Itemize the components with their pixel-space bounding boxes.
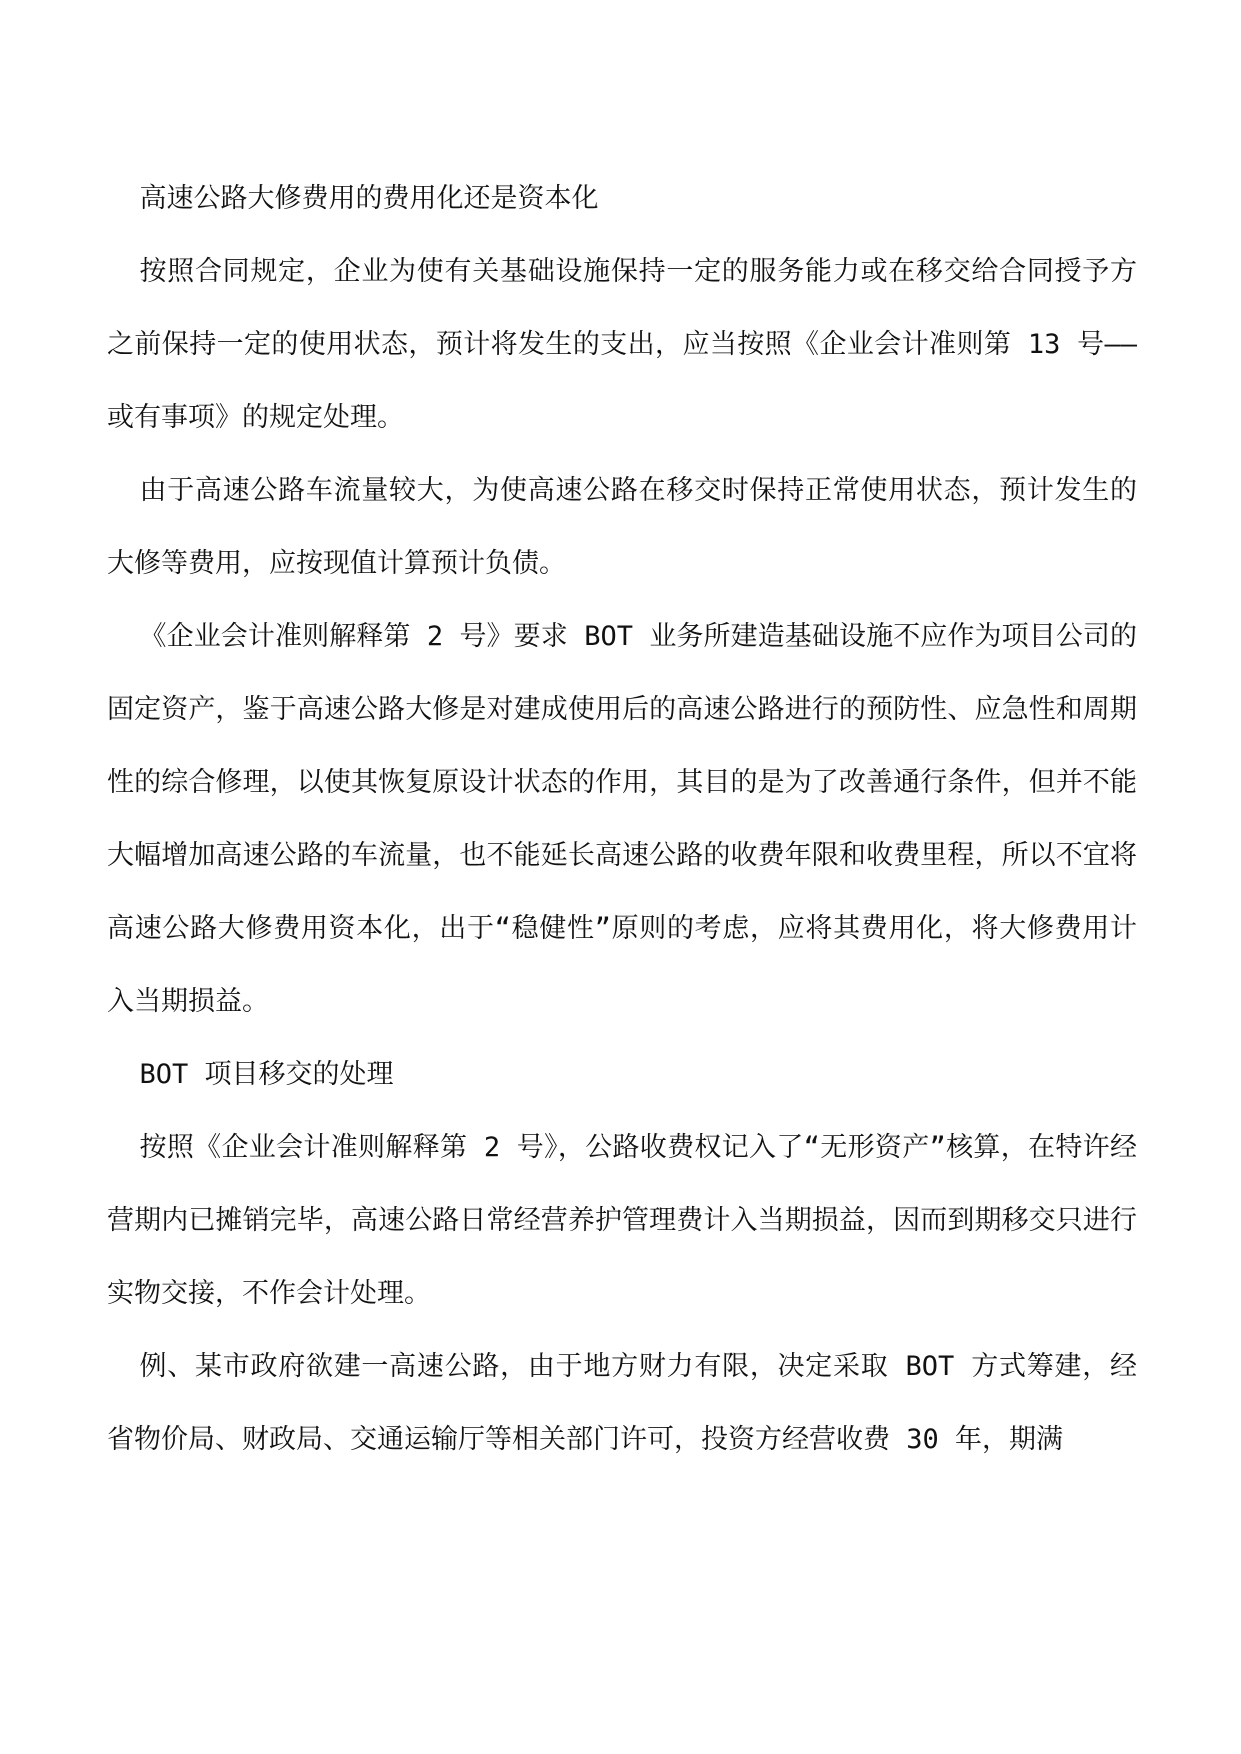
paragraph-contract-provision: 按照合同规定，企业为使有关基础设施保持一定的服务能力或在移交给合同授予方之前保持一定的使用状态，预计将发生的支出，应当按照《企业会计准则第 13 号——或有事项》的规定处理。 (107, 256, 1137, 433)
section-heading-maintenance: 高速公路大修费用的费用化还是资本化 (139, 183, 599, 214)
section-heading-bot-transfer: BOT 项目移交的处理 (139, 1059, 394, 1090)
paragraph-traffic-liability: 由于高速公路车流量较大，为使高速公路在移交时保持正常使用状态，预计发生的大修等费用，应按现值计算预计负债。 (107, 475, 1137, 579)
paragraph-toll-rights: 按照《企业会计准则解释第 2 号》，公路收费权记入了“无形资产”核算，在特许经营期内已摊销完毕，高速公路日常经营养护管理费计入当期损益，因而到期移交只进行实物交接，不作会计处理。 (107, 1132, 1137, 1309)
paragraph-example: 例、某市政府欲建一高速公路，由于地方财力有限，决定采取 BOT 方式筹建，经省物价局、财政局、交通运输厅等相关部门许可，投资方经营收费 30 年，期满 (107, 1351, 1137, 1455)
document-body (107, 162, 1137, 1476)
paragraph-interpretation-no2: 《企业会计准则解释第 2 号》要求 BOT 业务所建造基础设施不应作为项目公司的固定资产，鉴于高速公路大修是对建成使用后的高速公路进行的预防性、应急性和周期性的综合修理，以使其恢复原设计状态的作用，其目的是为了改善通行条件，但并不能大幅增加高速公路的车流量，也不能延长高速公路的收费年限和收费里程，所以不宜将高速公路大修费用资本化，出于“稳健性”原则的考虑，应将其费用化，将大修费用计入当期损益。 (107, 621, 1137, 1017)
